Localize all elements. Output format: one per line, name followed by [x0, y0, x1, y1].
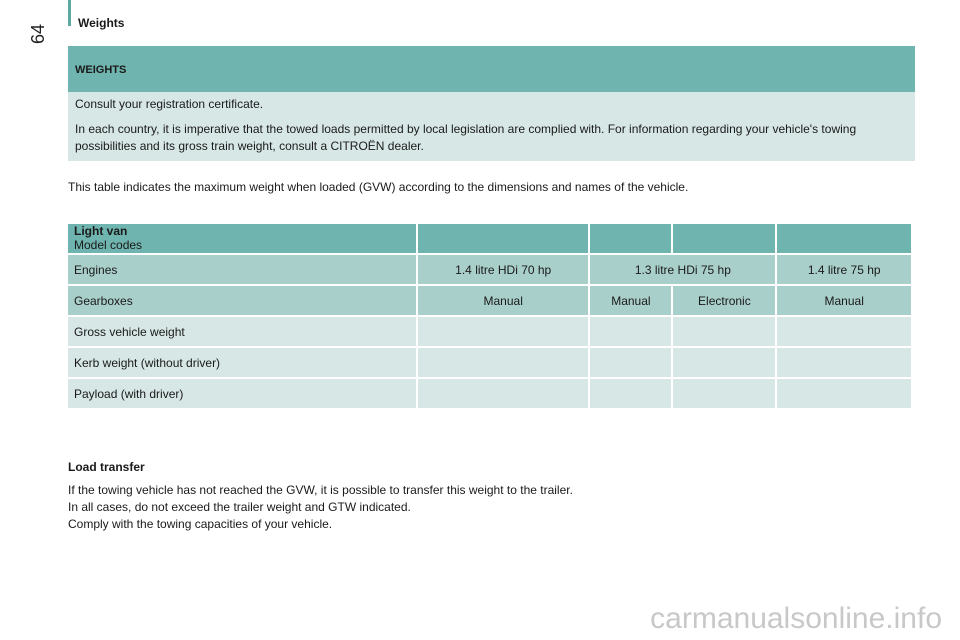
warning-box — [68, 46, 915, 161]
warning-body — [68, 92, 915, 161]
model-codes-label: Model codes — [74, 238, 143, 252]
table-row-gearboxes — [68, 286, 911, 315]
table-cell: Manual — [777, 286, 911, 315]
table-cell — [590, 379, 671, 408]
header-accent-bar — [68, 0, 71, 26]
table-cell — [673, 224, 775, 253]
table-row — [68, 348, 911, 377]
load-transfer-title: Load transfer — [68, 460, 145, 474]
row-label: Kerb weight (without driver) — [68, 348, 416, 377]
load-transfer-line: Comply with the towing capacities of your vehicle. — [68, 517, 333, 531]
table-row — [68, 379, 911, 408]
page-title: Weights — [78, 16, 125, 30]
table-header-cell — [68, 224, 416, 253]
warning-heading: WEIGHTS — [68, 46, 915, 92]
table-cell: Manual — [590, 286, 671, 315]
table-cell: Manual — [418, 286, 588, 315]
table-cell — [673, 317, 775, 346]
table-cell — [777, 224, 911, 253]
table-row-engines — [68, 255, 911, 284]
table-cell — [418, 379, 588, 408]
table-header-row — [68, 224, 911, 253]
load-transfer-text — [68, 482, 573, 533]
table-cell — [590, 348, 671, 377]
table-cell: 1.4 litre 75 hp — [777, 255, 911, 284]
warning-line: In each country, it is imperative that the towed loads permitted by local legislation are complied with. For information regarding your vehicle's towing possibilities and its gross train weight, consult a CITROËN dealer. — [75, 122, 857, 153]
table-cell — [777, 317, 911, 346]
watermark: carmanualsonline.info — [650, 602, 942, 635]
table-cell — [418, 224, 588, 253]
table-cell — [673, 348, 775, 377]
table-cell — [418, 348, 588, 377]
weights-table — [66, 222, 913, 410]
table-cell — [590, 317, 671, 346]
row-label: Gearboxes — [68, 286, 416, 315]
table-cell: Electronic — [673, 286, 775, 315]
warning-line: Consult your registration certificate. — [75, 97, 264, 111]
table-cell — [418, 317, 588, 346]
intro-text: This table indicates the maximum weight when loaded (GVW) according to the dimensions and names of the vehicle. — [68, 180, 689, 194]
table-cell: 1.3 litre HDi 75 hp — [590, 255, 775, 284]
row-label: Payload (with driver) — [68, 379, 416, 408]
table-cell — [590, 224, 671, 253]
table-row — [68, 317, 911, 346]
load-transfer-line: In all cases, do not exceed the trailer weight and GTW indicated. — [68, 500, 411, 514]
vehicle-type: Light van — [74, 224, 128, 238]
load-transfer-line: If the towing vehicle has not reached the GVW, it is possible to transfer this weight to the trailer. — [68, 483, 573, 497]
table-cell — [777, 379, 911, 408]
table-cell: 1.4 litre HDi 70 hp — [418, 255, 588, 284]
page-number: 64 — [28, 23, 48, 44]
row-label: Engines — [68, 255, 416, 284]
table-cell — [673, 379, 775, 408]
table-cell — [777, 348, 911, 377]
row-label: Gross vehicle weight — [68, 317, 416, 346]
